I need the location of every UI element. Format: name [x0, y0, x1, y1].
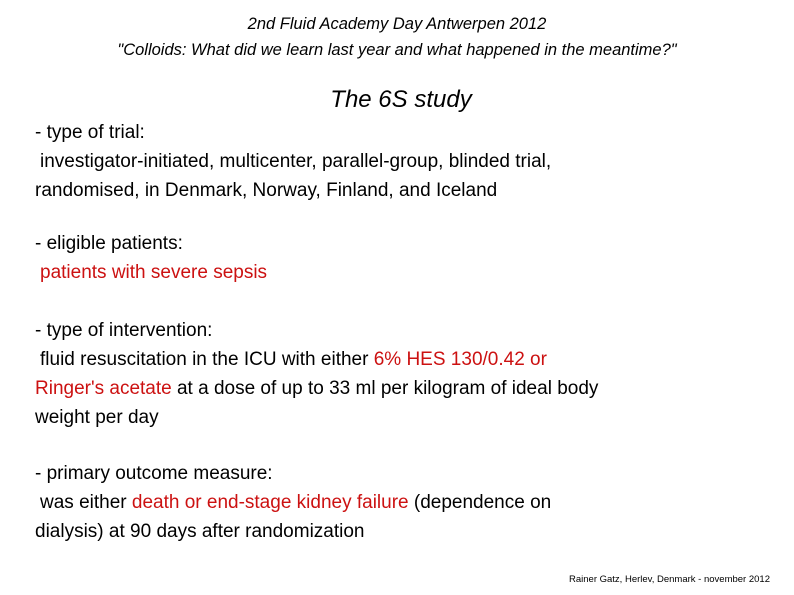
- text-span: was either: [40, 492, 132, 513]
- text-span: fluid resuscitation in the ICU with either: [40, 349, 374, 370]
- header-line-1: 2nd Fluid Academy Day Antwerpen 2012: [247, 15, 547, 33]
- highlight-text: Ringer's acetate: [35, 378, 172, 399]
- highlight-text: 6% HES 130/0.42 or: [373, 349, 547, 370]
- section-text-line: randomised, in Denmark, Norway, Finland, and Iceland: [35, 180, 498, 201]
- footer-credit: Rainer Gatz, Herlev, Denmark - november 2012: [569, 574, 770, 585]
- section-text-line: [35, 488, 775, 517]
- section-eligible-patients: [35, 229, 775, 287]
- slide-title: [0, 86, 794, 114]
- text-span: at a dose of up to 33 ml per kilogram of ideal body: [171, 378, 599, 399]
- section-text-line: weight per day: [35, 407, 159, 428]
- highlight-text: death or end-stage kidney failure: [131, 492, 409, 513]
- highlight-text: patients with severe sepsis: [40, 262, 268, 283]
- section-heading: - type of intervention:: [35, 320, 213, 341]
- text-span: (dependence on: [408, 492, 552, 513]
- section-type-of-intervention: [35, 316, 775, 432]
- section-primary-outcome: [35, 459, 775, 546]
- section-text-line: [35, 374, 775, 403]
- section-heading: - primary outcome measure:: [35, 463, 273, 484]
- section-heading: - eligible patients:: [35, 233, 183, 254]
- section-type-of-trial: [35, 118, 775, 205]
- section-text-line: dialysis) at 90 days after randomization: [35, 521, 365, 542]
- header-line-2: "Colloids: What did we learn last year and what happened in the meantime?": [117, 41, 677, 59]
- section-text-line: investigator-initiated, multicenter, parallel-group, blinded trial,: [40, 151, 552, 172]
- section-text-line: [35, 345, 775, 374]
- section-heading: - type of trial:: [35, 122, 145, 143]
- slide-title-text: The 6S study: [330, 86, 472, 113]
